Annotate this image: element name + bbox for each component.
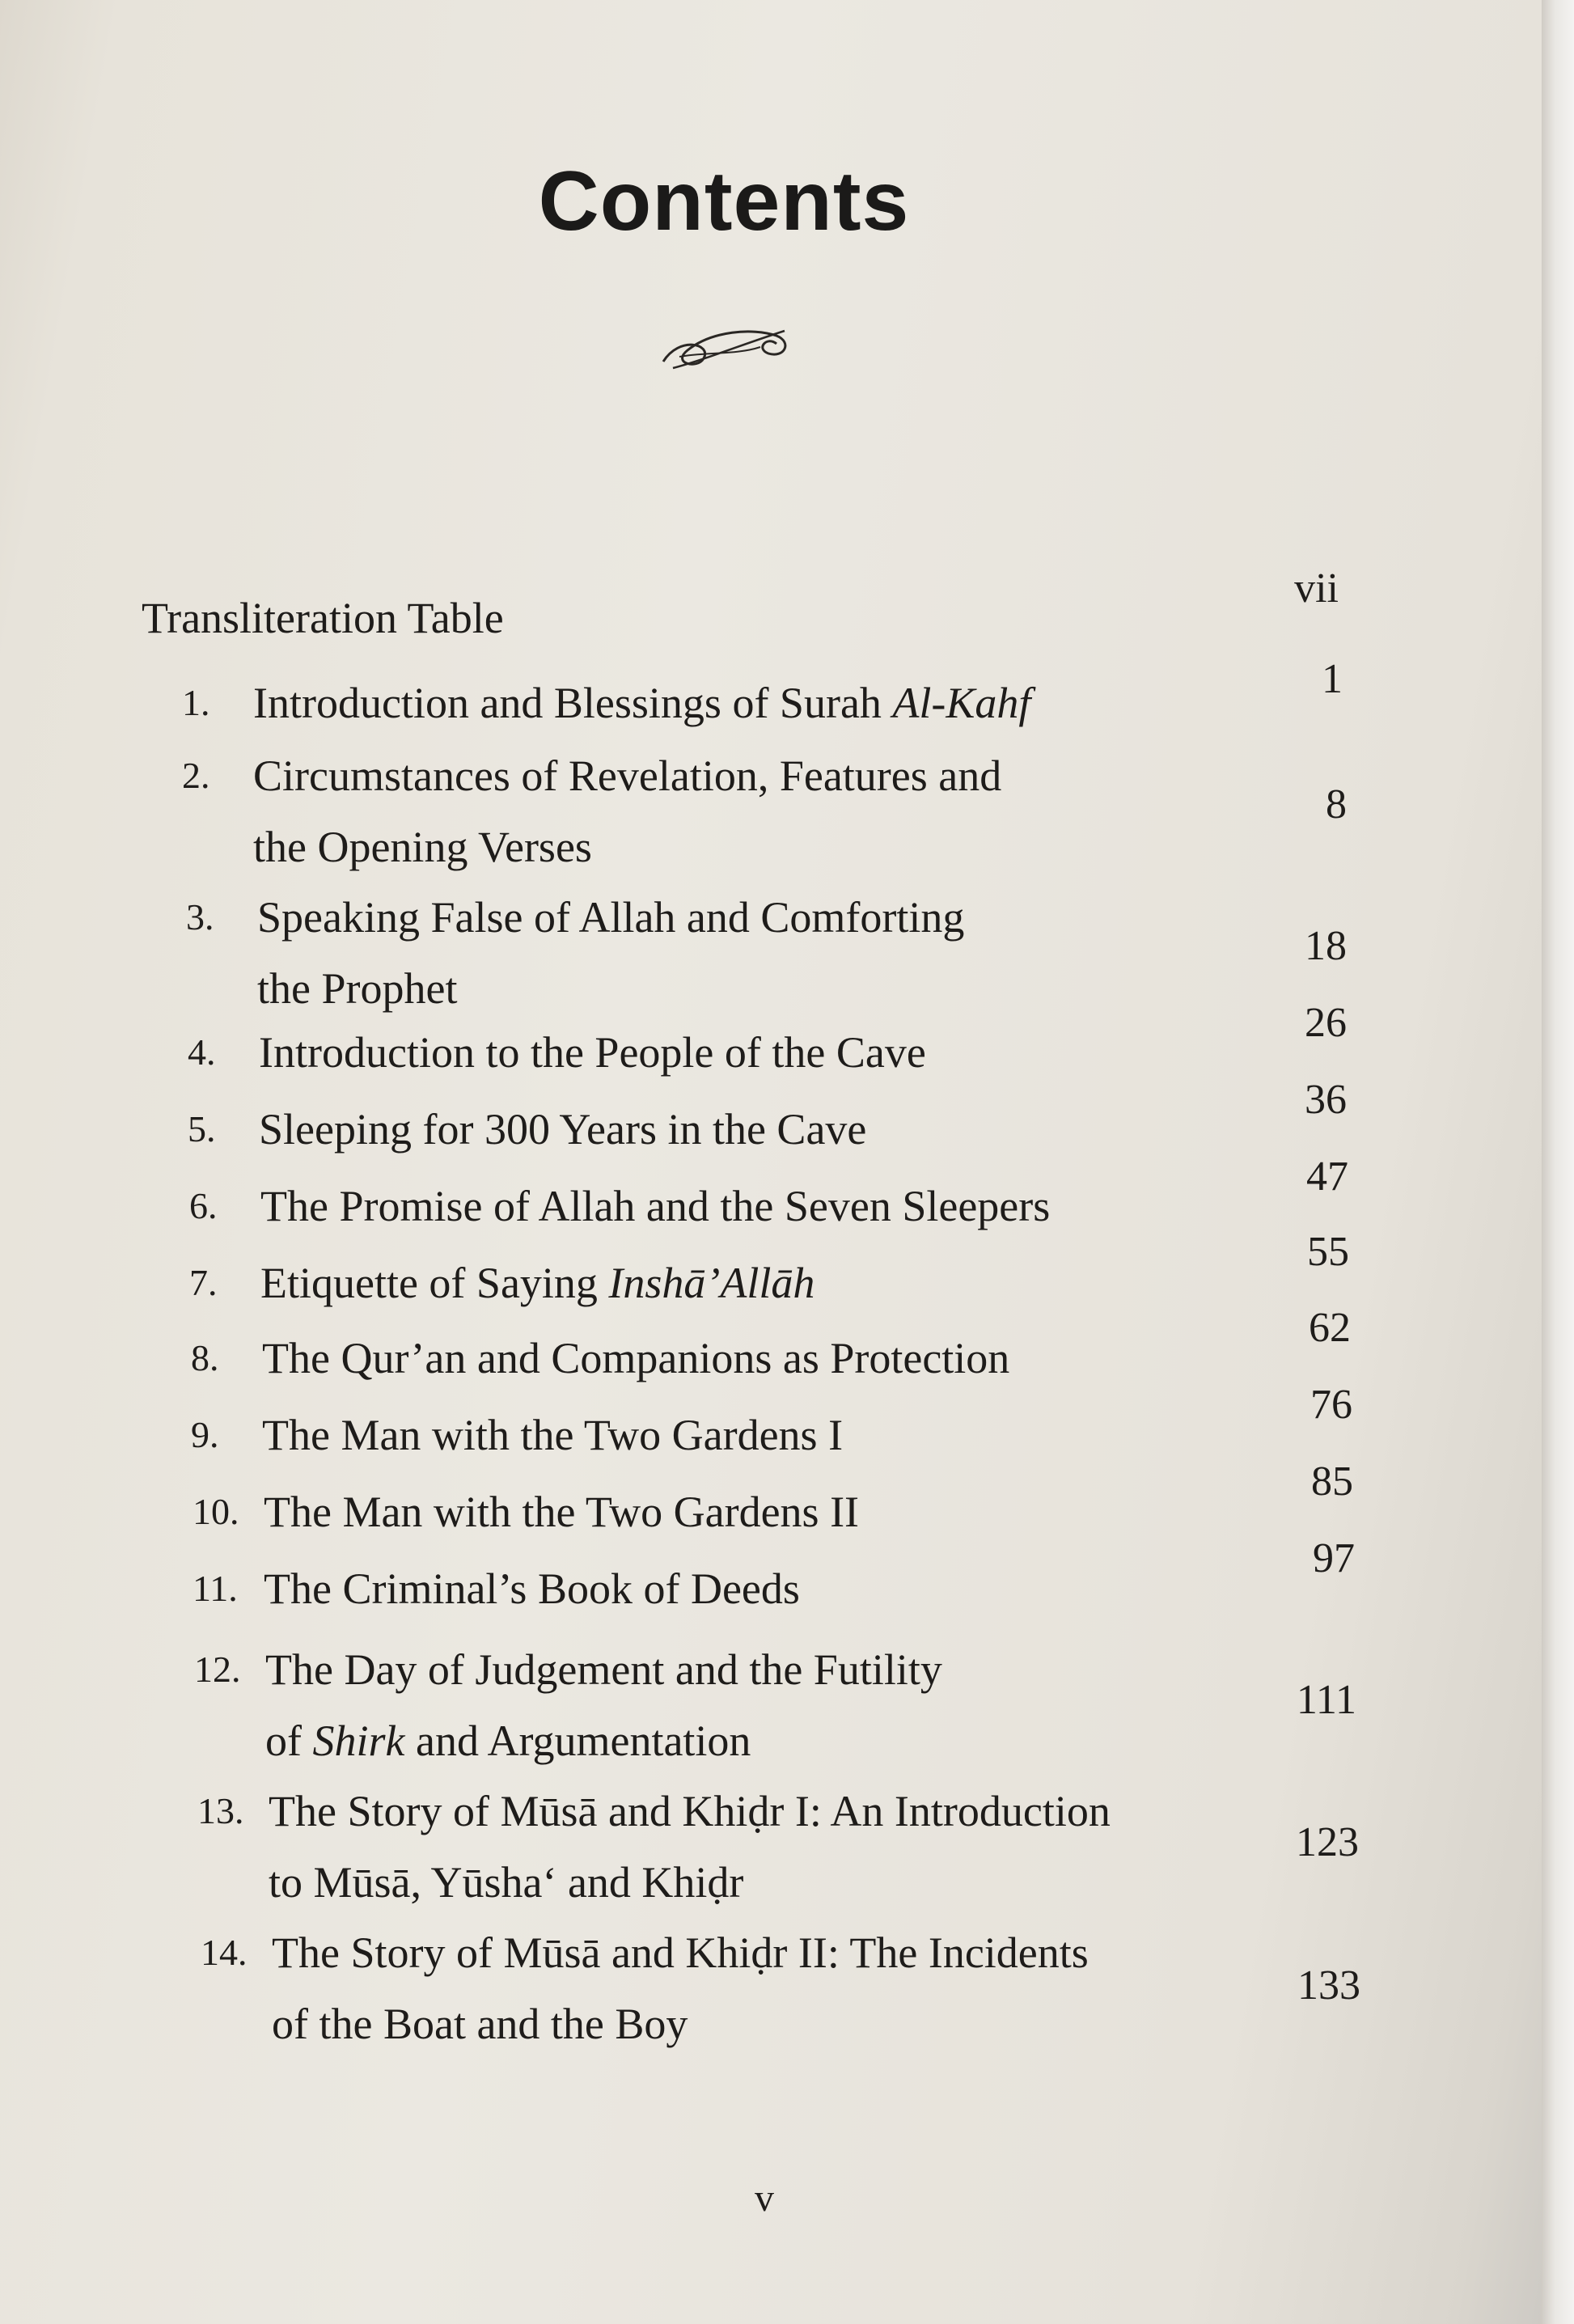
toc-entry-number: 11. (193, 1568, 238, 1609)
toc-entry-transliteration (142, 582, 504, 654)
toc-entry (193, 1476, 859, 1547)
toc-entry-page: 85 (1311, 1458, 1353, 1505)
toc-entry-page: 47 (1306, 1154, 1348, 1200)
toc-entry-title: Etiquette of Saying Inshā’Allāh (260, 1259, 815, 1307)
toc-entry (189, 1170, 1050, 1242)
page-number: v (755, 2177, 774, 2220)
toc-entry (194, 1634, 942, 1776)
toc-entry-page: 1 (1322, 656, 1343, 702)
toc-entry (182, 740, 1001, 883)
toc-entry-title: Introduction and Blessings of Surah Al-Kahf (253, 679, 1031, 727)
toc-entry-title: The Man with the Two Gardens II (264, 1488, 860, 1536)
toc-entry-number: 6. (189, 1185, 218, 1226)
toc-entry (193, 1553, 800, 1624)
toc-entry-number: 7. (189, 1262, 218, 1303)
toc-entry-number: 8. (191, 1337, 219, 1378)
toc-entry-title: Speaking False of Allah and Comforting the Prophet (257, 893, 965, 1013)
toc-entry-page: 18 (1305, 923, 1347, 969)
toc-entry-title: The Promise of Allah and the Seven Sleepers (260, 1182, 1051, 1230)
toc-entry-number: 3. (186, 896, 214, 938)
page-title: Contents (538, 155, 910, 248)
toc-entry (201, 1917, 1089, 2059)
toc-entry-title: The Story of Mūsā and Khiḍr II: The Incidents of the Boat and the Boy (272, 1928, 1089, 2048)
toc-entry-title: The Day of Judgement and the Futility of Shirk and Argumentation (265, 1645, 942, 1765)
toc-entry-page: 8 (1326, 781, 1347, 828)
toc-entry (191, 1399, 843, 1471)
toc-entry-title: The Criminal’s Book of Deeds (264, 1564, 800, 1613)
toc-entry (186, 882, 964, 1024)
toc-entry-number: 5. (188, 1108, 216, 1149)
toc-entry-number: 2. (182, 755, 210, 796)
toc-entry-number: 9. (191, 1414, 219, 1455)
toc-entry-page: 26 (1305, 1000, 1347, 1046)
toc-entry-title: The Story of Mūsā and Khiḍr I: An Introduction to Mūsā, Yūsha‘ and Khiḍr (269, 1787, 1111, 1907)
toc-entry (191, 1323, 1009, 1394)
toc-entry-page: 133 (1297, 1962, 1360, 2009)
toc-entry-number: 1. (182, 682, 210, 723)
toc-entry-page: 76 (1310, 1382, 1352, 1428)
toc-entry-page: 111 (1296, 1677, 1356, 1723)
toc-entry-page: 62 (1309, 1305, 1351, 1351)
toc-entry (189, 1247, 815, 1319)
toc-entry-number: 14. (201, 1932, 248, 1973)
toc-entry-page: vii (1294, 565, 1339, 612)
toc-entry-number: 13. (197, 1790, 244, 1831)
toc-entry-title-italic: Shirk (312, 1717, 405, 1765)
toc-entry (197, 1776, 1111, 1918)
toc-entry-title: The Man with the Two Gardens I (262, 1411, 844, 1459)
toc-entry (188, 1094, 866, 1165)
toc-entry-title-italic: Al-Kahf (892, 679, 1031, 727)
toc-entry-number: 4. (188, 1031, 216, 1073)
toc-entry-page: 36 (1305, 1077, 1347, 1123)
toc-entry-title: The Qur’an and Companions as Protection (262, 1334, 1010, 1382)
toc-entry-page: 55 (1307, 1229, 1349, 1275)
toc-entry (188, 1017, 926, 1088)
toc-entry-title: Transliteration Table (142, 594, 504, 642)
toc-entry-title: Circumstances of Revelation, Features and the Opening Verses (253, 751, 1002, 871)
toc-entry-title-italic: Inshā’Allāh (608, 1259, 815, 1307)
toc-entry-page: 123 (1296, 1819, 1359, 1865)
toc-entry-number: 10. (193, 1491, 239, 1532)
toc-entry (182, 667, 1030, 739)
toc-entry-title: Introduction to the People of the Cave (259, 1028, 926, 1077)
toc-entry-number: 12. (194, 1649, 241, 1690)
toc-entry-title: Sleeping for 300 Years in the Cave (259, 1105, 867, 1154)
toc-entry-page: 97 (1313, 1535, 1355, 1581)
